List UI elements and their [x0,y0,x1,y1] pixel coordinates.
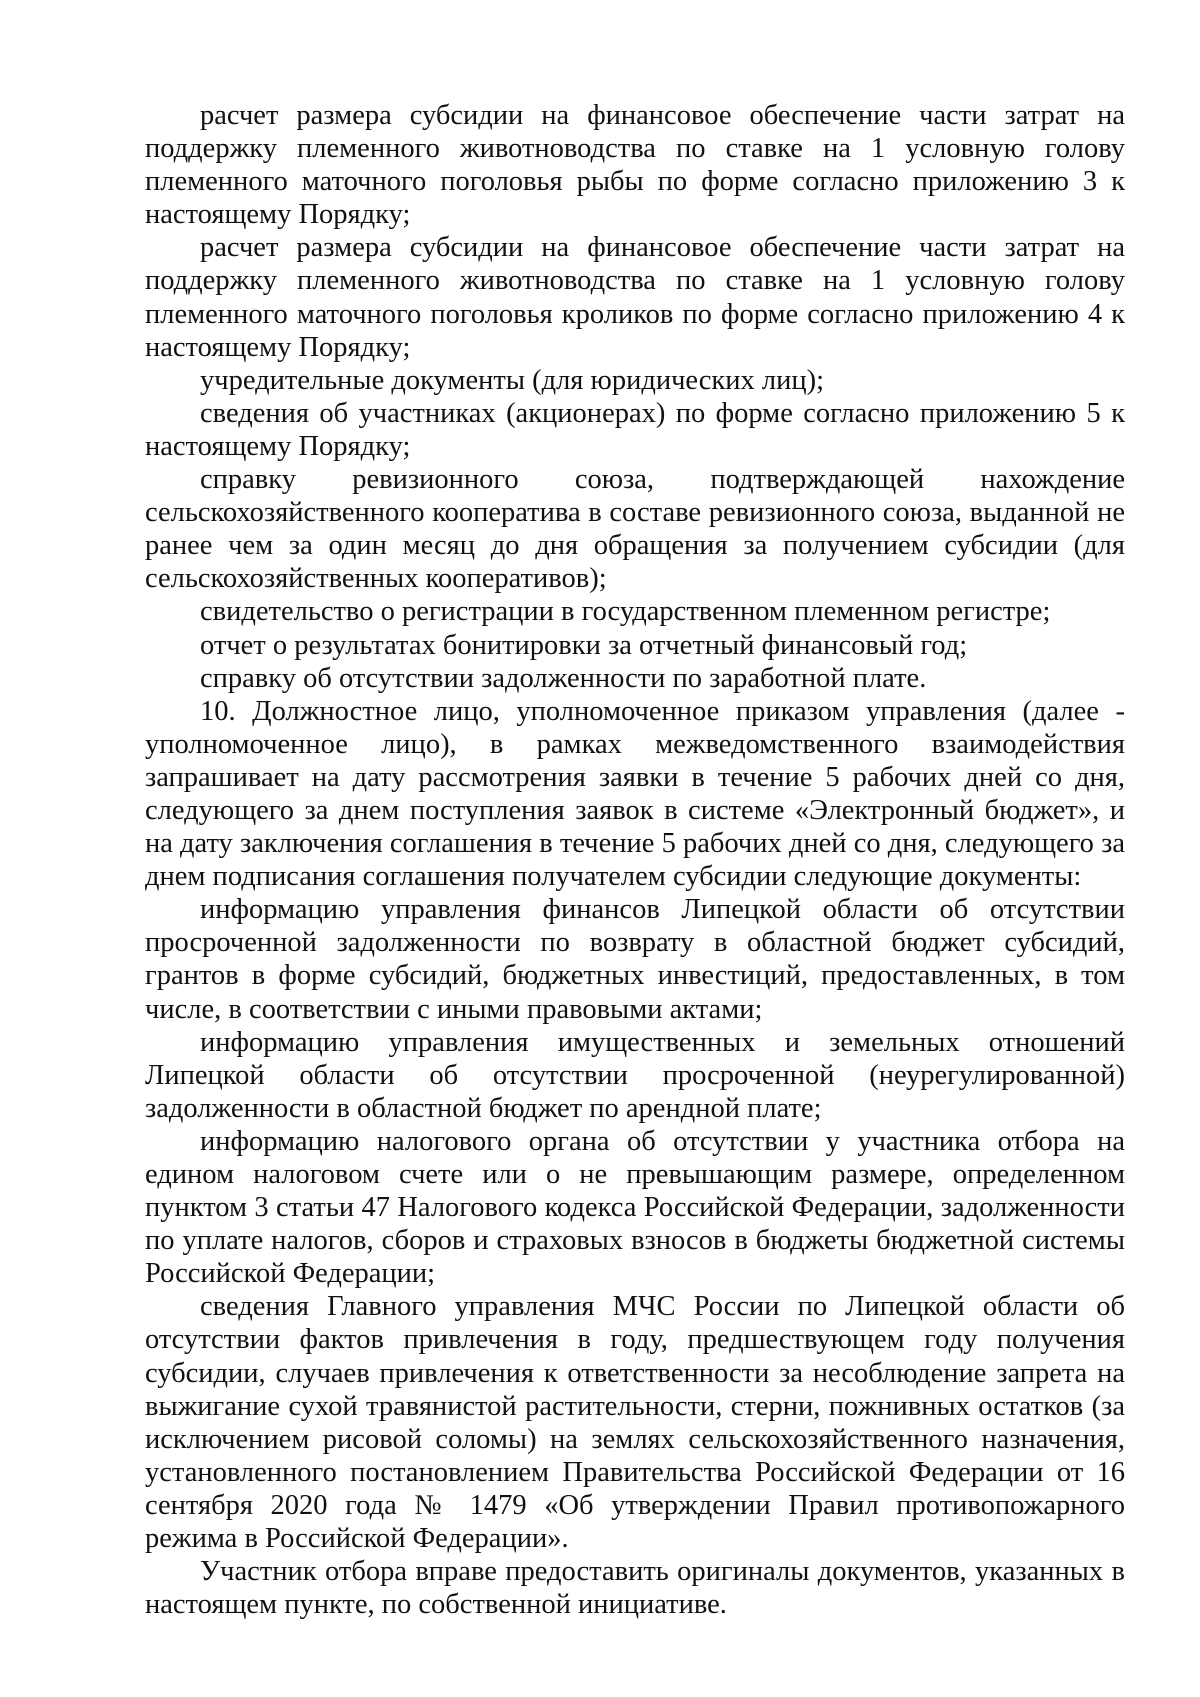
paragraph-shareholders-info: сведения об участниках (акционерах) по форме согласно приложению 5 к настоящему Порядку; [145,397,1125,462]
paragraph-wage-arrears-certificate: справку об отсутствии задолженности по заработной плате. [200,662,927,694]
paragraph-appraisal-report: отчет о результатах бонитировки за отчетный финансовый год; [200,629,968,661]
paragraph-audit-union-certificate: справку ревизионного союза, подтверждающей нахождение сельскохозяйственного кооператива в составе ревизионного союза, выданной не ранее чем за один месяц до дня обращения за получением субсидии (для сельскохозяйственных кооперативов); [145,464,1125,595]
paragraph-rabbit-subsidy-calculation: расчет размера субсидии на финансовое обеспечение части затрат на поддержку племенного животноводства по ставке на 1 условную голову племенного маточного поголовья кроликов по форме согласно приложению 4 к настоящему Порядку; [145,232,1125,363]
paragraph-fish-subsidy-calculation: расчет размера субсидии на финансовое обеспечение части затрат на поддержку племенного животноводства по ставке на 1 условную голову племенного маточного поголовья рыбы по форме согласно приложению 3 к настоящему Порядку; [145,100,1125,231]
paragraph-tax-authority-info: информацию налогового органа об отсутствии у участника отбора на едином налоговом счете или о не превышающим размере, определенном пунктом 3 статьи 47 Налогового кодекса Российской Федерации, задолженности по уплате налогов, сборов и страховых взносов в бюджеты бюджетной системы Российской Федерации; [145,1125,1125,1290]
paragraph-emergency-ministry-info: сведения Главного управления МЧС России по Липецкой области об отсутствии фактов привлечения в году, предшествующем году получения субсидии, случаев привлечения к ответственности за несоблюдение запрета на выжигание сухой травянистой растительности, стерни, пожнивных остатков (за исключением рисовой соломы) на землях сельскохозяйственного назначения, установленного постановлением Правительства Российской Федерации от 16 сентября 2020 года № 1479 «Об утверждении Правил противопожарного режима в Российской Федерации». [145,1291,1125,1555]
paragraph-breeding-register-certificate: свидетельство о регистрации в государственном племенном регистре; [200,596,1051,628]
paragraph-finance-department-info: информацию управления финансов Липецкой области об отсутствии просроченной задолженности по возврату в областной бюджет субсидий, грантов в форме субсидий, бюджетных инвестиций, предоставленных, в том числе, в соответствии с иными правовыми актами; [145,894,1125,1025]
document-body [145,99,1125,1621]
paragraph-originals-right: Участник отбора вправе предоставить оригиналы документов, указанных в настоящем пункте, по собственной инициативе. [145,1556,1125,1621]
paragraph-founding-documents: учредительные документы (для юридических лиц); [200,364,825,396]
paragraph-item-10-official-request: 10. Должностное лицо, уполномоченное приказом управления (далее - уполномоченное лицо), в рамках межведомственного взаимодействия запрашивает на дату рассмотрения заявки в течение 5 рабочих дней со дня, следующего за днем поступления заявок в системе «Электронный бюджет», и на дату заключения соглашения в течение 5 рабочих дней со дня, следующего за днем подписания соглашения получателем субсидии следующие документы: [145,695,1125,893]
paragraph-property-department-info: информацию управления имущественных и земельных отношений Липецкой области об отсутствии просроченной (неурегулированной) задолженности в областной бюджет по арендной плате; [145,1026,1125,1124]
